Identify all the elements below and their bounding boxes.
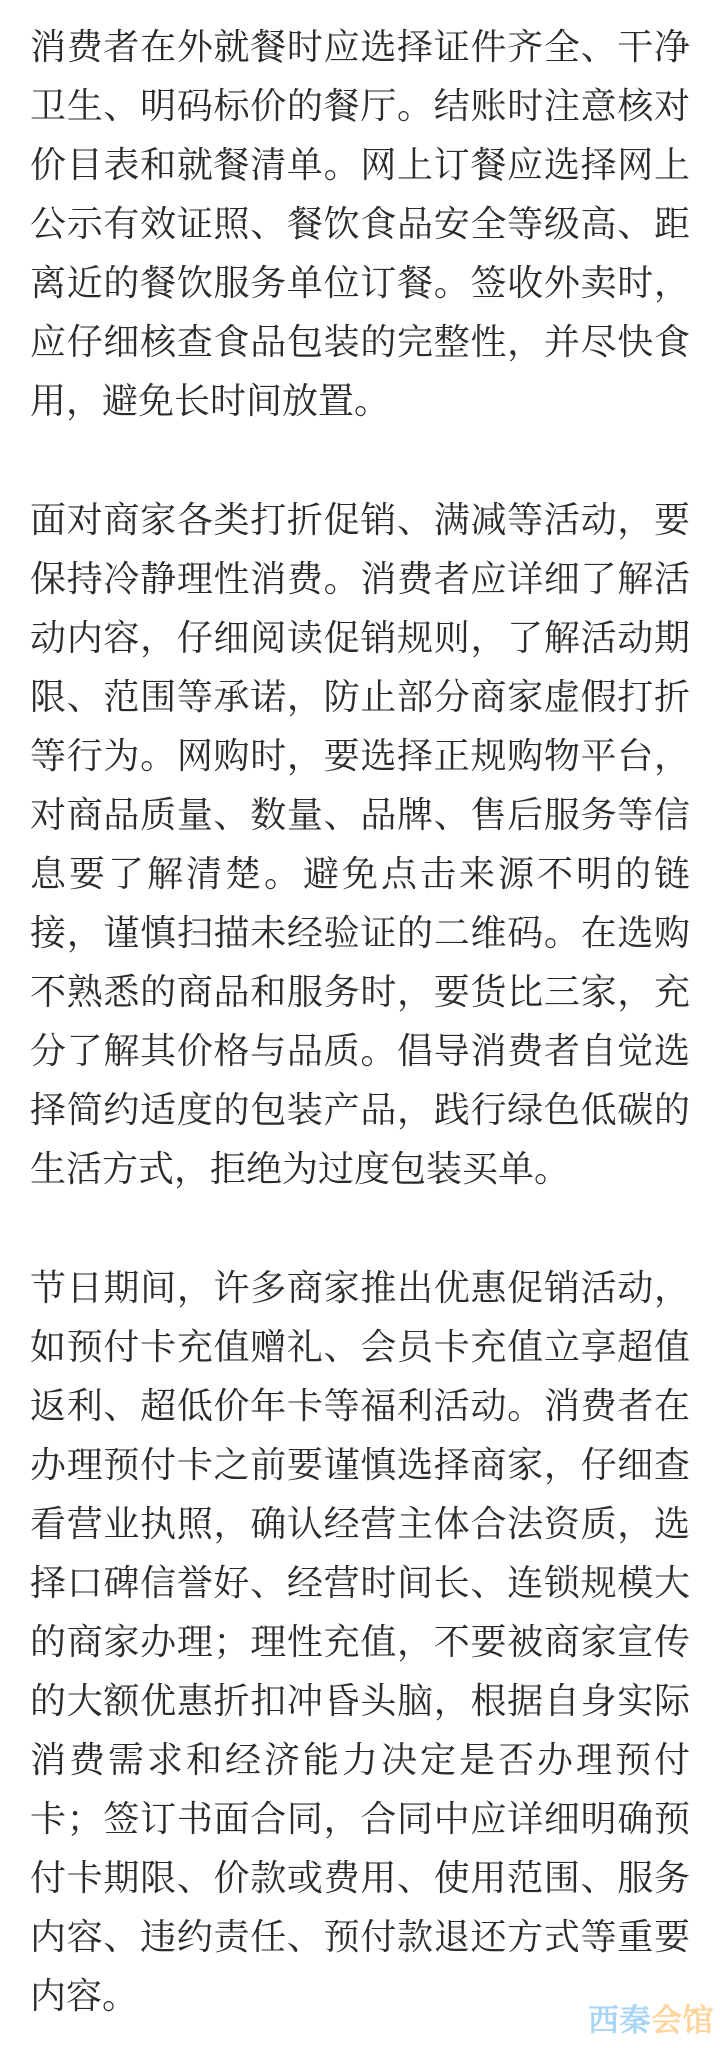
paragraph-dining-safety: 消费者在外就餐时应选择证件齐全、干净卫生、明码标价的餐厅。结账时注意核对价目表和就餐清单。网上订餐应选择网上公示有效证照、餐饮食品安全等级高、距离近的餐饮服务单位订餐。签收外卖时，应仔细核查食品包装的完整性，并尽快食用，避免长时间放置。 — [30, 26, 690, 421]
watermark-text-orange: 会馆 — [651, 2003, 714, 2038]
article-content — [30, 17, 690, 2025]
paragraph-rational-consumption: 面对商家各类打折促销、满减等活动，要保持冷静理性消费。消费者应详细了解活动内容，仔细阅读促销规则，了解活动期限、范围等承诺，防止部分商家虚假打折等行为。网购时，要选择正规购物平台，对商品质量、数量、品牌、售后服务等信息要了解清楚。避免点击来源不明的链接，谨慎扫描未经验证的二维码。在选购不熟悉的商品和服务时，要货比三家，充分了解其价格与品质。倡导消费者自觉选择简约适度的包装产品，践行绿色低碳的生活方式，拒绝为过度包装买单。 — [30, 499, 690, 1189]
watermark — [588, 1995, 714, 2040]
watermark-text-blue: 西秦 — [588, 2003, 651, 2038]
paragraph-prepaid-card-advice: 节日期间，许多商家推出优惠促销活动，如预付卡充值赠礼、会员卡充值立享超值返利、超低价年卡等福利活动。消费者在办理预付卡之前要谨慎选择商家，仔细查看营业执照，确认经营主体合法资质，选择口碑信誉好、经营时间长、连锁规模大的商家办理；理性充值，不要被商家宣传的大额优惠折扣冲昏头脑，根据自身实际消费需求和经济能力决定是否办理预付卡；签订书面合同，合同中应详细明确预付卡期限、价款或费用、使用范围、服务内容、违约责任、预付款退还方式等重要内容。 — [30, 1267, 690, 2016]
